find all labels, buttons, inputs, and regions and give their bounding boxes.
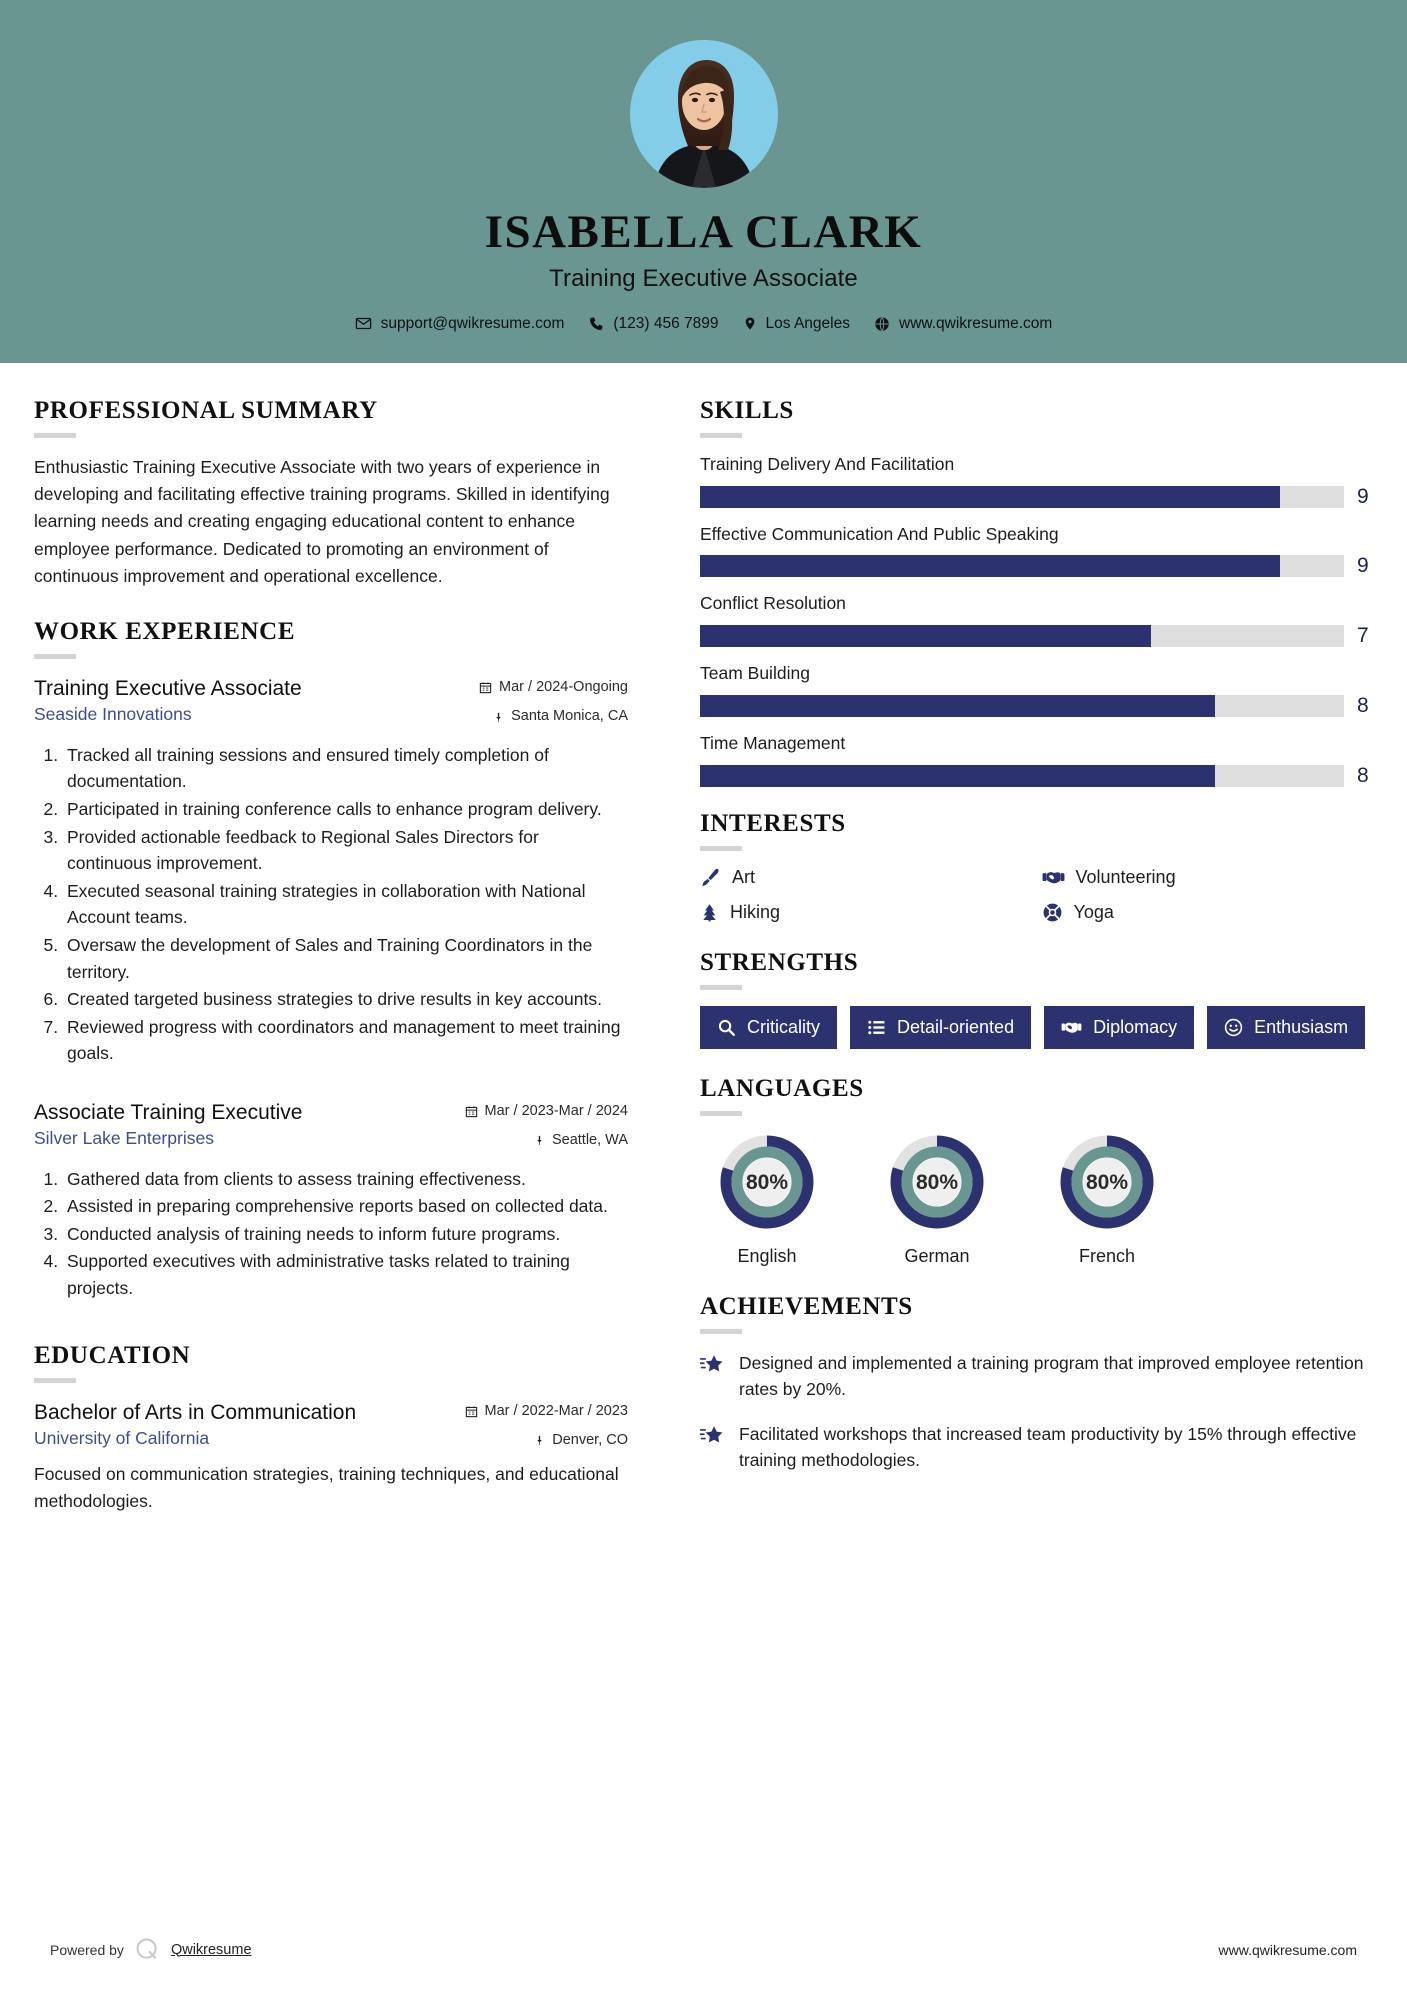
- section-languages: [700, 1075, 1373, 1267]
- interest-item-hiking: [700, 902, 1032, 923]
- skill-item: [700, 663, 1373, 718]
- section-rule: [34, 433, 76, 438]
- work-role: Associate Training Executive: [34, 1100, 303, 1124]
- strength-chip-diplomacy: [1044, 1006, 1194, 1049]
- skill-fill: [700, 695, 1215, 717]
- contact-email-value: support@qwikresume.com: [380, 314, 565, 332]
- interest-label: Hiking: [730, 902, 781, 922]
- contact-phone[interactable]: [581, 315, 725, 333]
- contact-website[interactable]: [867, 315, 1059, 333]
- strength-label: Detail-oriented: [897, 1017, 1015, 1037]
- section-heading-summary: PROFESSIONAL SUMMARY: [34, 396, 378, 424]
- section-rule: [34, 654, 76, 659]
- section-strengths: [700, 949, 1373, 1049]
- magnifier-icon: [717, 1018, 736, 1037]
- location-pin-icon: [743, 315, 757, 332]
- work-bullet: 4. Executed seasonal training strategies in collaboration with National Account teams.: [63, 878, 628, 931]
- work-location-value: Santa Monica, CA: [511, 708, 628, 725]
- skill-value: 9: [1357, 554, 1369, 578]
- qwikresume-logo-icon: [135, 1937, 160, 1962]
- calendar-icon: [465, 1405, 478, 1418]
- section-heading-interests: INTERESTS: [700, 810, 846, 837]
- contact-email[interactable]: [348, 315, 572, 333]
- strength-chip-detail-oriented: [850, 1006, 1031, 1049]
- language-label: English: [737, 1246, 797, 1266]
- work-organization: Seaside Innovations: [34, 704, 192, 725]
- skill-value: 8: [1357, 694, 1369, 718]
- achievement-text: Facilitated workshops that increased team productivity by 15% through effective training methodologies.: [739, 1423, 1357, 1470]
- language-item-french: [1040, 1132, 1174, 1267]
- globe-icon: [874, 316, 890, 332]
- resume-body: [0, 363, 1407, 1515]
- section-heading-education: EDUCATION: [34, 1341, 191, 1369]
- work-role: Training Executive Associate: [34, 677, 302, 701]
- work-entry: [34, 1099, 628, 1302]
- work-bullet: 2. Participated in training conference calls to enhance program delivery.: [63, 796, 628, 823]
- skill-track: [700, 555, 1344, 577]
- handshake-icon: [1042, 867, 1065, 888]
- section-achievements: [700, 1293, 1373, 1473]
- skill-track: [700, 765, 1344, 787]
- work-entry: [34, 675, 628, 1067]
- strength-chip-criticality: [700, 1006, 837, 1049]
- section-skills: [700, 397, 1373, 788]
- summary-text: Enthusiastic Training Executive Associate with two years of experience in developing and facilitating effective training programs. Skilled in identifying learning needs and creating engaging educational content to enhance employee performance. Dedicated to promoting an environment of continuous improvement and operational excellence.: [34, 456, 610, 586]
- skill-fill: [700, 625, 1151, 647]
- education-description: Focused on communication strategies, training techniques, and educational methodologies.: [34, 1464, 619, 1511]
- skill-fill: [700, 555, 1280, 577]
- education-location: [534, 1428, 628, 1453]
- education-dates: [465, 1399, 628, 1424]
- language-donut-chart: [887, 1132, 987, 1232]
- language-label: German: [904, 1246, 970, 1266]
- section-professional-summary: [34, 397, 628, 590]
- skill-item: [700, 454, 1373, 509]
- language-percent: 80%: [915, 1171, 959, 1194]
- strength-label: Diplomacy: [1093, 1017, 1178, 1037]
- work-bullet: 3. Conducted analysis of training needs to inform future programs.: [63, 1221, 628, 1248]
- education-degree: Bachelor of Arts in Communication: [34, 1400, 357, 1424]
- skill-label: Conflict Resolution: [700, 593, 846, 614]
- smiley-icon: [1224, 1018, 1243, 1037]
- email-icon: [355, 315, 372, 332]
- section-education: [34, 1342, 628, 1515]
- contact-bar: [0, 315, 1407, 333]
- calendar-icon: [479, 681, 492, 694]
- footer-branding: [50, 1937, 252, 1962]
- footer-powered-label: Powered by: [50, 1941, 124, 1958]
- strength-chip-enthusiasm: [1207, 1006, 1365, 1049]
- language-item-german: [870, 1132, 1004, 1267]
- strength-label: Enthusiasm: [1254, 1017, 1349, 1037]
- skill-value: 7: [1357, 624, 1369, 648]
- skill-fill: [700, 486, 1280, 508]
- avatar-photo-icon: [630, 40, 778, 188]
- work-bullet: 2. Assisted in preparing comprehensive reports based on collected data.: [63, 1193, 628, 1220]
- interest-label: Art: [732, 867, 756, 887]
- education-entry: [34, 1399, 628, 1515]
- work-bullet: 5. Oversaw the development of Sales and Training Coordinators in the territory.: [63, 932, 628, 985]
- skill-value: 8: [1357, 764, 1369, 787]
- resume-header: [0, 0, 1407, 363]
- section-heading-strengths: STRENGTHS: [700, 949, 859, 976]
- work-bullet: 6. Created targeted business strategies to drive results in key accounts.: [63, 986, 628, 1013]
- page-title: ISABELLA CLARK: [484, 206, 923, 258]
- contact-location-value: Los Angeles: [765, 314, 850, 332]
- section-rule: [700, 433, 742, 438]
- section-rule: [34, 1378, 76, 1383]
- language-list: [700, 1132, 1373, 1267]
- skill-value: 9: [1357, 484, 1369, 508]
- education-institution: University of California: [34, 1427, 210, 1448]
- footer-brand-link[interactable]: Qwikresume: [170, 1941, 252, 1958]
- language-item-english: [700, 1132, 834, 1267]
- achievement-item: [700, 1421, 1373, 1474]
- skill-track: [700, 486, 1344, 508]
- section-rule: [700, 846, 742, 851]
- work-location: [493, 704, 628, 729]
- interest-label: Yoga: [1073, 902, 1114, 922]
- strength-list: [700, 1006, 1373, 1049]
- work-bullet: 7. Reviewed progress with coordinators and management to meet training goals.: [63, 1014, 628, 1067]
- work-bullet: 4. Supported executives with administrative tasks related to training projects.: [63, 1248, 628, 1301]
- language-donut-chart: [717, 1132, 817, 1232]
- language-label: French: [1078, 1246, 1136, 1266]
- shooting-star-icon: [700, 1353, 725, 1376]
- achievement-item: [700, 1350, 1373, 1403]
- work-bullet: 3. Provided actionable feedback to Regional Sales Directors for continuous improvement.: [63, 824, 628, 877]
- skill-track: [700, 695, 1344, 717]
- right-column: [664, 397, 1373, 1515]
- job-title: Training Executive Associate: [549, 264, 858, 292]
- skill-label: Training Delivery And Facilitation: [700, 453, 955, 474]
- section-interests: [700, 810, 1373, 923]
- contact-website-value: www.qwikresume.com: [899, 314, 1053, 332]
- phone-icon: [588, 316, 604, 332]
- paintbrush-icon: [700, 867, 721, 888]
- interest-grid: [700, 867, 1373, 923]
- work-dates: [465, 1099, 628, 1124]
- work-organization: Silver Lake Enterprises: [34, 1128, 214, 1149]
- section-work-experience: [34, 618, 628, 1301]
- language-donut-chart: [1057, 1132, 1157, 1232]
- pin-icon: [534, 1134, 545, 1147]
- work-dates: [479, 675, 628, 700]
- work-bullet: 1. Tracked all training sessions and ensured timely completion of documentation.: [63, 742, 628, 795]
- education-dates-value: Mar / 2022-Mar / 2023: [484, 1402, 628, 1419]
- calendar-icon: [465, 1105, 478, 1118]
- interest-item-volunteering: [1042, 867, 1374, 888]
- page-footer: [0, 1937, 1407, 1962]
- handshake-icon: [1061, 1018, 1082, 1037]
- skill-label: Time Management: [700, 733, 846, 754]
- interest-item-yoga: [1042, 902, 1374, 923]
- interest-item-art: [700, 867, 1032, 888]
- achievement-text: Designed and implemented a training program that improved employee retention rates by 20%.: [739, 1353, 1364, 1400]
- work-dates-value: Mar / 2024-Ongoing: [499, 679, 628, 696]
- education-location-value: Denver, CO: [552, 1431, 628, 1448]
- work-location-value: Seattle, WA: [551, 1132, 628, 1149]
- list-icon: [867, 1018, 886, 1037]
- contact-phone-value: (123) 456 7899: [613, 314, 719, 332]
- contact-location[interactable]: [736, 315, 857, 333]
- avatar: [630, 40, 778, 188]
- section-rule: [700, 1329, 742, 1334]
- left-column: [34, 397, 664, 1515]
- pin-icon: [534, 1434, 545, 1447]
- section-heading-achievements: ACHIEVEMENTS: [700, 1293, 913, 1320]
- work-bullet: 1. Gathered data from clients to assess training effectiveness.: [63, 1166, 628, 1193]
- language-percent: 80%: [745, 1171, 789, 1194]
- tree-icon: [700, 902, 719, 923]
- skill-item: [700, 524, 1373, 579]
- skill-label: Team Building: [700, 663, 810, 684]
- strength-label: Criticality: [747, 1017, 821, 1037]
- section-heading-languages: LANGUAGES: [700, 1075, 864, 1102]
- section-heading-work: WORK EXPERIENCE: [34, 618, 296, 646]
- work-bullets: [34, 1166, 628, 1302]
- skill-item: [700, 733, 1373, 788]
- skill-fill: [700, 765, 1215, 787]
- lifebuoy-icon: [1042, 902, 1063, 923]
- skill-track: [700, 625, 1344, 647]
- skill-item: [700, 593, 1373, 648]
- section-rule: [700, 985, 742, 990]
- work-location: [534, 1128, 628, 1153]
- footer-website: www.qwikresume.com: [1218, 1941, 1357, 1958]
- work-bullets: [34, 742, 628, 1067]
- section-rule: [700, 1111, 742, 1116]
- section-heading-skills: SKILLS: [700, 396, 794, 424]
- pin-icon: [493, 711, 504, 724]
- work-dates-value: Mar / 2023-Mar / 2024: [484, 1102, 628, 1119]
- language-percent: 80%: [1085, 1171, 1129, 1194]
- interest-label: Volunteering: [1075, 867, 1176, 887]
- skill-label: Effective Communication And Public Speaking: [700, 523, 1059, 544]
- shooting-star-icon: [700, 1424, 725, 1447]
